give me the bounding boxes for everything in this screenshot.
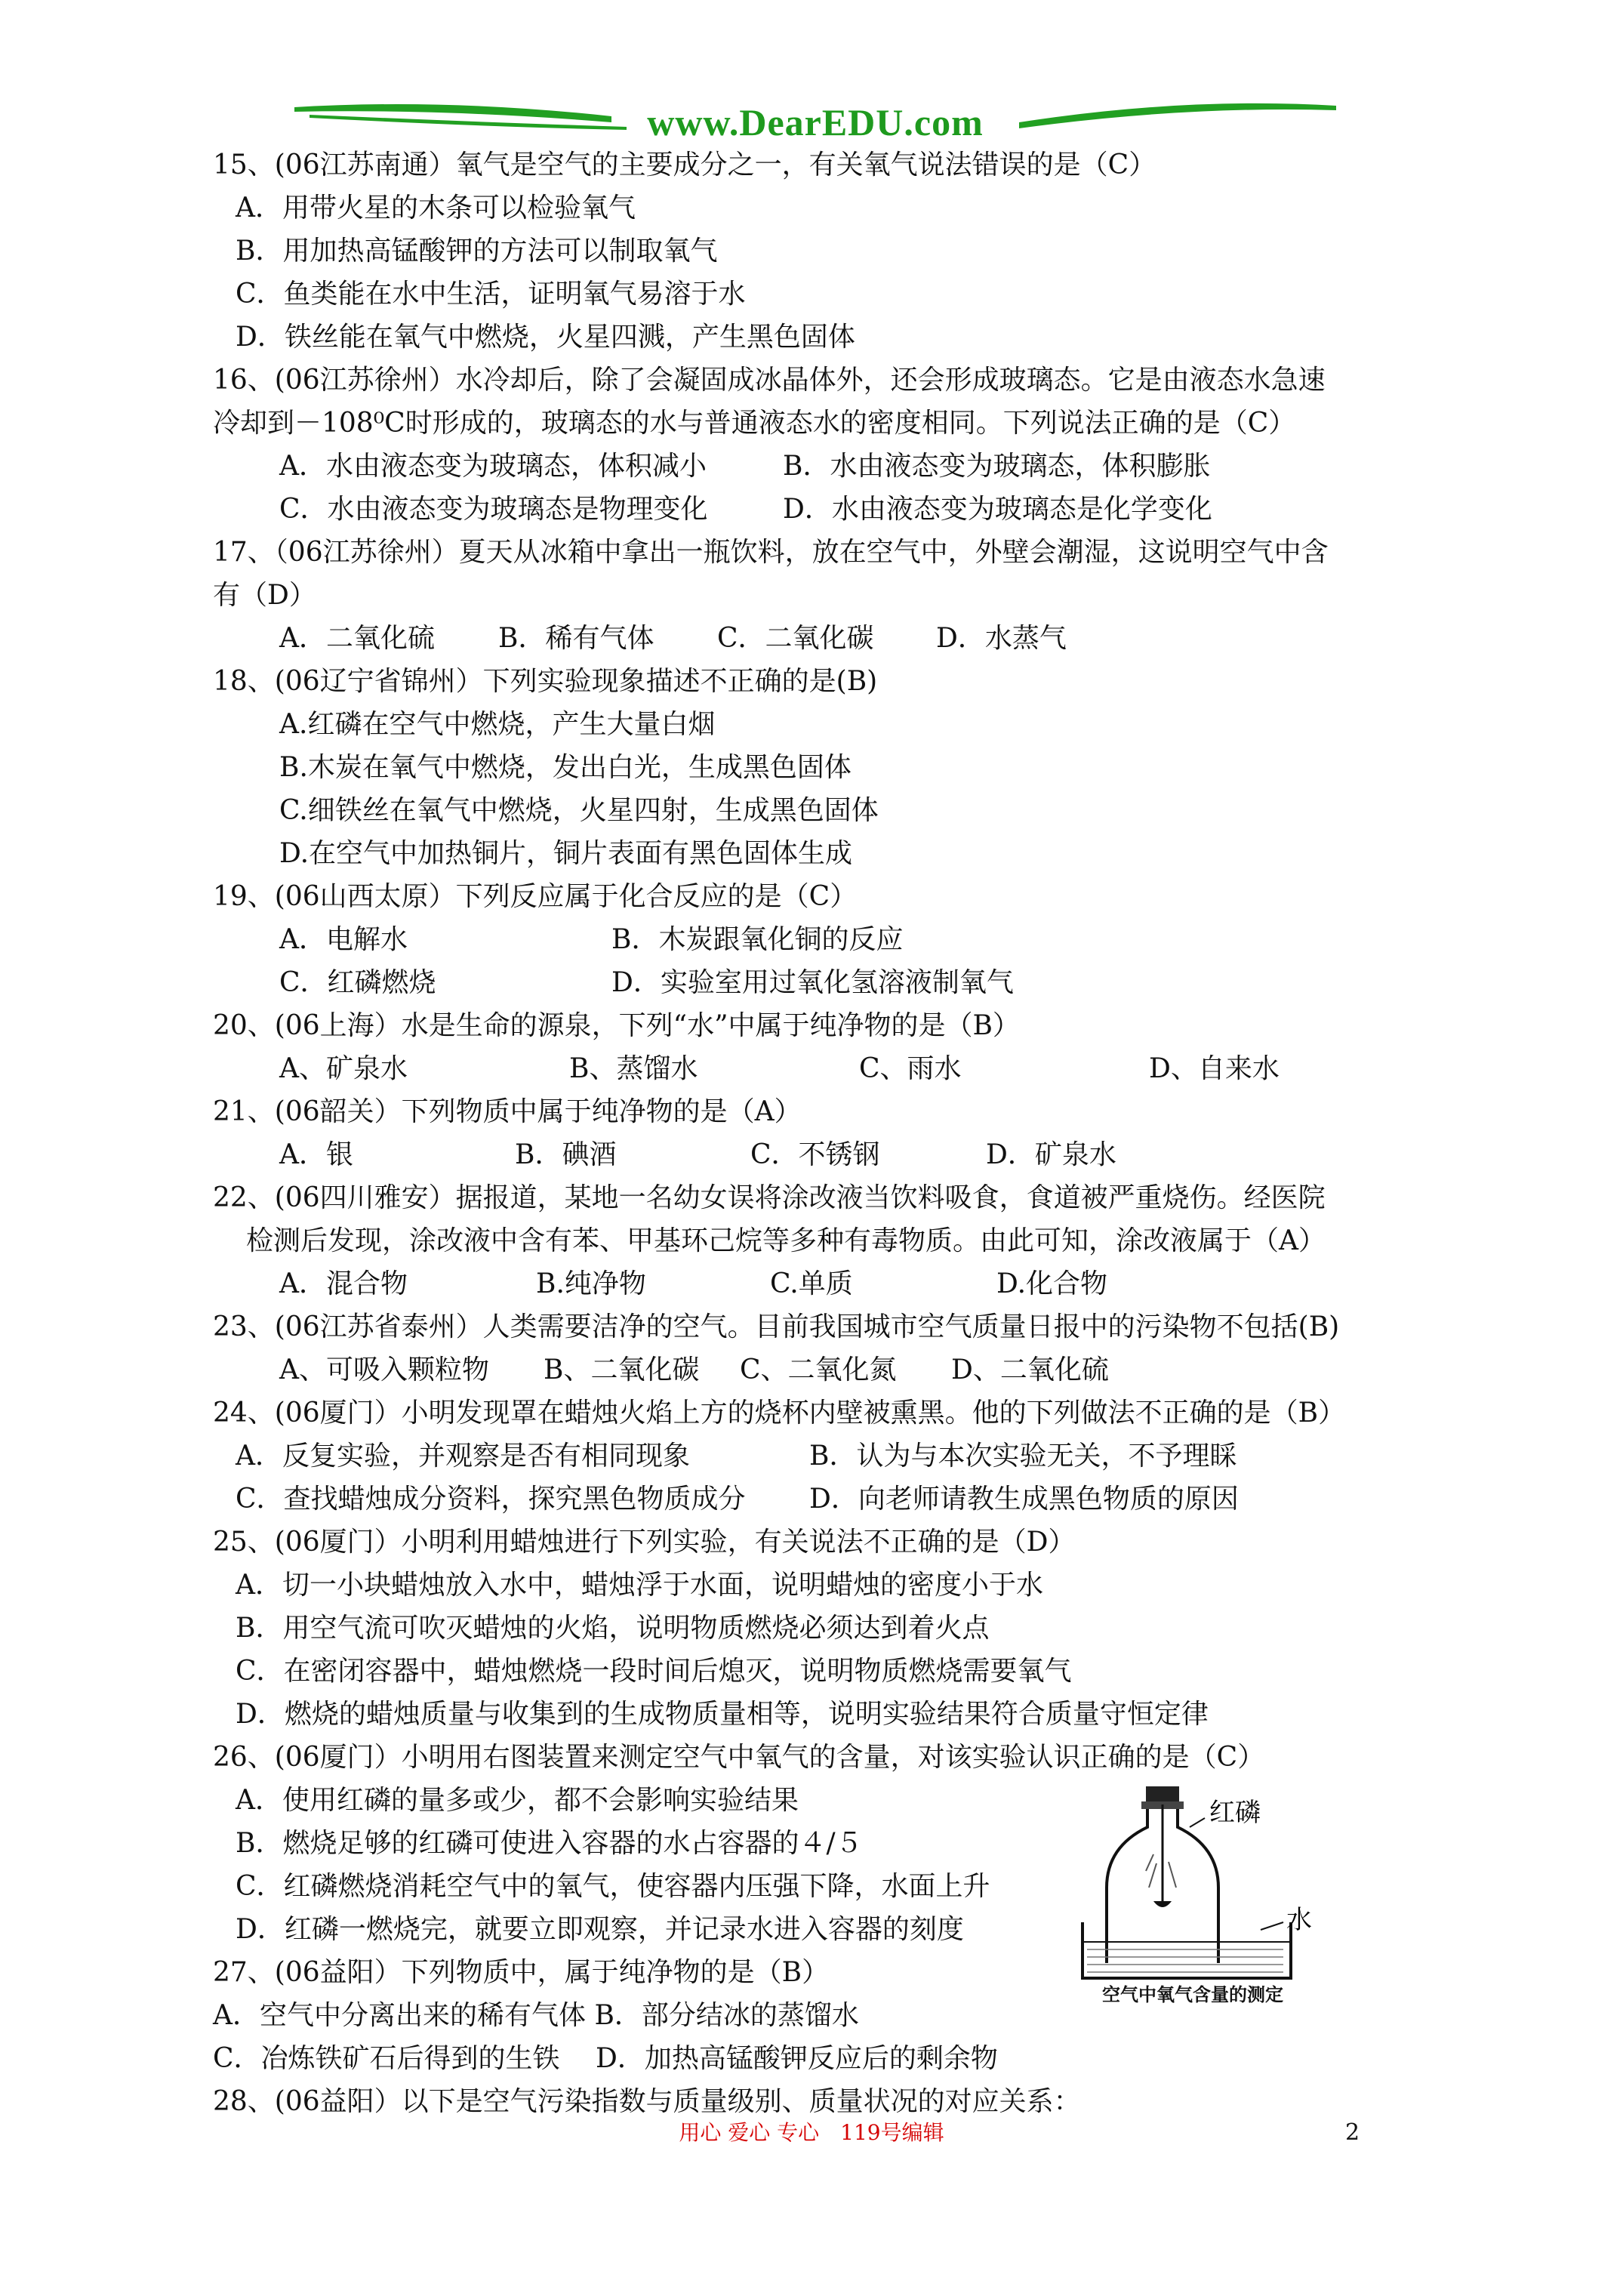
- option: D．燃烧的蜡烛质量与收集到的生成物质量相等，说明实验结果符合质量守恒定律: [236, 1699, 1209, 1730]
- option: A．电解水: [279, 924, 408, 955]
- option: B．用空气流可吹灭蜡烛的火焰，说明物质燃烧必须达到着火点: [236, 1613, 990, 1644]
- option: A、可吸入颗粒物: [279, 1354, 489, 1385]
- option: C．在密闭容器中，蜡烛燃烧一段时间后熄灭，说明物质燃烧需要氧气: [236, 1656, 1072, 1687]
- option: B．燃烧足够的红磷可使进入容器的水占容器的４/５: [236, 1828, 863, 1859]
- option: A．银: [279, 1139, 353, 1170]
- page-footer: [0, 2114, 1623, 2152]
- option: C．水由液态变为玻璃态是物理变化: [279, 494, 708, 525]
- option-row: [213, 488, 1436, 531]
- question-stem: 24、(06厦门）小明发现罩在蜡烛火焰上方的烧杯内壁被熏黑。他的下列做法不正确的是（B）: [213, 1398, 1346, 1428]
- phosphorus-label: 红磷: [1209, 1798, 1261, 1828]
- banner-text: www.DearEDU.com: [647, 101, 984, 143]
- question-stem: 19、(06山西太原）下列反应属于化合反应的是（C）: [213, 881, 858, 912]
- option: D．矿泉水: [986, 1139, 1116, 1170]
- page-number: 2: [1345, 2119, 1360, 2146]
- option: B、二氧化碳: [544, 1354, 700, 1385]
- option: C．红磷燃烧: [279, 967, 436, 998]
- option: A．水由液态变为玻璃态，体积减小: [279, 451, 707, 482]
- option: C、雨水: [859, 1053, 962, 1084]
- option-row: [213, 918, 1436, 961]
- option-row: [213, 1435, 1436, 1478]
- question-stem: 15、(06江苏南通）氧气是空气的主要成分之一，有关氧气说法错误的是（C）: [213, 149, 1156, 180]
- question-stem: 23、(06江苏省泰州）人类需要洁净的空气。目前我国城市空气质量日报中的污染物不包括(B): [213, 1311, 1340, 1342]
- option-row: [213, 1133, 1436, 1176]
- option: C.细铁丝在氧气中燃烧，火星四射，生成黑色固体: [279, 795, 879, 826]
- option: A．反复实验，并观察是否有相同现象: [236, 1441, 690, 1472]
- option: D．向老师请教生成黑色物质的原因: [809, 1484, 1239, 1515]
- question-stem: 20、(06上海）水是生命的源泉，下列“水”中属于纯净物的是（B）: [213, 1010, 1020, 1041]
- water-label: 水: [1286, 1905, 1312, 1935]
- option: A．二氧化硫: [279, 623, 435, 654]
- option: D、自来水: [1149, 1053, 1280, 1084]
- option: C．鱼类能在水中生活，证明氧气易溶于水: [236, 279, 746, 310]
- option: B．水由液态变为玻璃态，体积膨胀: [783, 451, 1211, 482]
- option: B．认为与本次实验无关，不予理睬: [809, 1441, 1237, 1472]
- option: D、二氧化硫: [951, 1354, 1109, 1385]
- option-row: [213, 1478, 1436, 1521]
- figure-caption: 空气中氧气含量的测定: [1102, 1984, 1283, 2005]
- question-stem: 21、(06韶关）下列物质中属于纯净物的是（A）: [213, 1096, 802, 1127]
- site-banner: [294, 100, 1336, 145]
- option: B、蒸馏水: [569, 1053, 698, 1084]
- option: A．切一小块蜡烛放入水中，蜡烛浮于水面，说明蜡烛的密度小于水: [236, 1570, 1043, 1601]
- option: B.纯净物: [536, 1268, 646, 1299]
- option: C．冶炼铁矿石后得到的生铁 D．加热高锰酸钾反应后的剩余物: [213, 2043, 998, 2074]
- footer-text: 用心 爱心 专心 119号编辑: [679, 2120, 944, 2145]
- question-stem: 16、(06江苏徐州）水冷却后，除了会凝固成冰晶体外，还会形成玻璃态。它是由液态水急速: [213, 365, 1326, 396]
- option: C．二氧化碳: [717, 623, 874, 654]
- question-stem: 27、(06益阳）下列物质中，属于纯净物的是（B）: [213, 1957, 830, 1988]
- option: D.在空气中加热铜片，铜片表面有黑色固体生成: [279, 838, 853, 869]
- option: A、矿泉水: [279, 1053, 408, 1084]
- option: D．铁丝能在氧气中燃烧，火星四溅，产生黑色固体: [236, 322, 855, 353]
- bell-jar-diagram-icon: [1057, 1774, 1329, 1993]
- option: A．混合物: [279, 1268, 408, 1299]
- option-row: [213, 617, 1436, 660]
- question-stem: 18、(06辽宁省锦州）下列实验现象描述不正确的是(B): [213, 666, 878, 697]
- option: C．查找蜡烛成分资料，探究黑色物质成分: [236, 1484, 746, 1515]
- option: D．实验室用过氧化氢溶液制氧气: [611, 967, 1014, 998]
- option: C、二氧化氮: [740, 1354, 897, 1385]
- question-stem: 有（D）: [213, 580, 316, 611]
- question-stem: 17、（06江苏徐州）夏天从冰箱中拿出一瓶饮料，放在空气中，外壁会潮湿，这说明空气中含: [213, 537, 1329, 568]
- option: D．水蒸气: [936, 623, 1067, 654]
- option: C．红磷燃烧消耗空气中的氧气，使容器内压强下降，水面上升: [236, 1871, 990, 1902]
- option: A.红磷在空气中燃烧，产生大量白烟: [279, 709, 716, 740]
- option-row: [213, 961, 1436, 1004]
- option: D．红磷一燃烧完，就要立即观察，并记录水进入容器的刻度: [236, 1914, 964, 1945]
- option: C.单质: [770, 1268, 853, 1299]
- option-row: [213, 1262, 1436, 1305]
- option: B.木炭在氧气中燃烧，发出白光，生成黑色固体: [279, 752, 852, 783]
- option: B．木炭跟氧化铜的反应: [611, 924, 904, 955]
- option: A．使用红磷的量多或少，都不会影响实验结果: [236, 1785, 799, 1816]
- question-stem: 28、(06益阳）以下是空气污染指数与质量级别、质量状况的对应关系：: [213, 2086, 1081, 2117]
- option: D．水由液态变为玻璃态是化学变化: [783, 494, 1212, 525]
- option: D.化合物: [996, 1268, 1108, 1299]
- question-stem: 检测后发现，涂改液中含有苯、甲基环己烷等多种有毒物质。由此可知，涂改液属于（A）: [246, 1225, 1326, 1256]
- option: C．不锈钢: [750, 1139, 880, 1170]
- option: A．空气中分离出来的稀有气体 B．部分结冰的蒸馏水: [213, 2000, 859, 2031]
- question-stem: 26、(06厦门）小明用右图装置来测定空气中氧气的含量，对该实验认识正确的是（C）: [213, 1742, 1265, 1773]
- option: B．用加热高锰酸钾的方法可以制取氧气: [236, 236, 718, 267]
- apparatus-figure: [1057, 1774, 1329, 2001]
- question-stem: 25、(06厦门）小明利用蜡烛进行下列实验，有关说法不正确的是（D）: [213, 1527, 1076, 1558]
- question-stem: 22、(06四川雅安）据报道，某地一名幼女误将涂改液当饮料吸食，食道被严重烧伤。经医院: [213, 1182, 1326, 1213]
- option: A．用带火星的木条可以检验氧气: [236, 193, 636, 223]
- option-row: [213, 445, 1436, 488]
- option: B．稀有气体: [498, 623, 654, 654]
- option-row: [213, 1348, 1436, 1391]
- option-row: [213, 1047, 1436, 1090]
- option: B．碘酒: [515, 1139, 617, 1170]
- question-stem: 冷却到－108⁰C时形成的，玻璃态的水与普通液态水的密度相同。下列说法正确的是（C）: [213, 408, 1296, 439]
